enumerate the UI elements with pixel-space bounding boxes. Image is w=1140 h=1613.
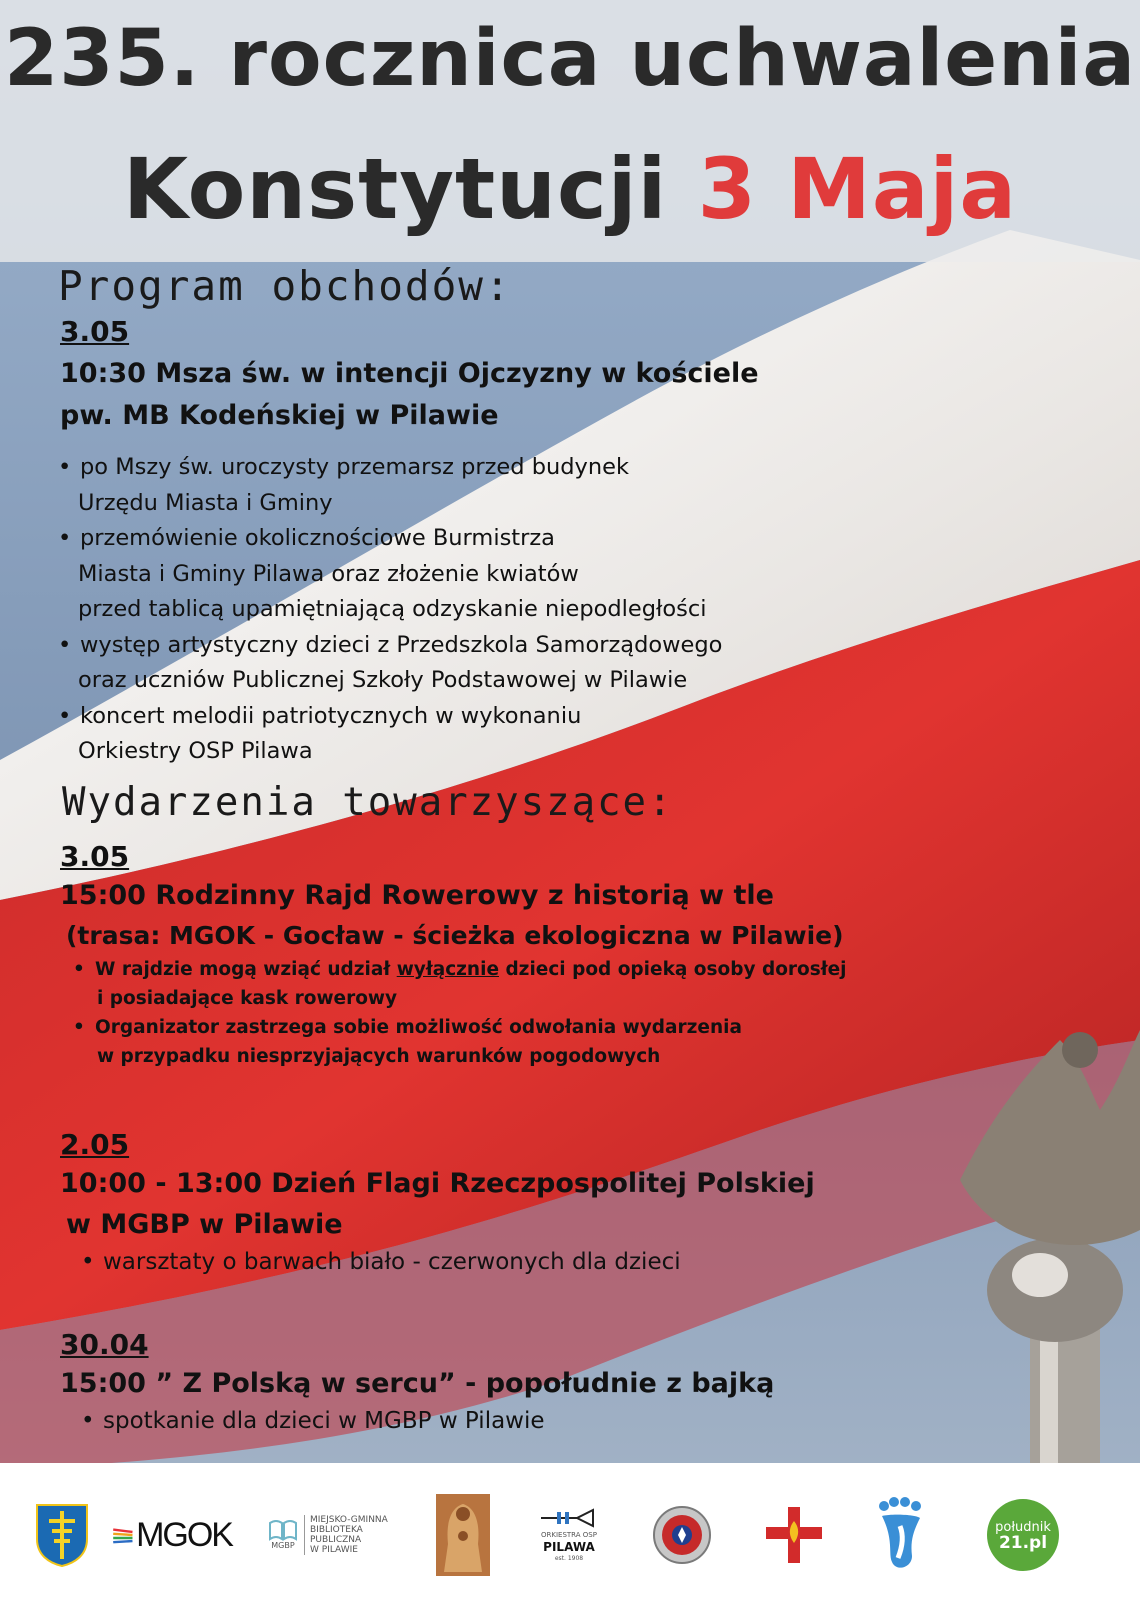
list-item-continuation: Orkiestry OSP Pilawa <box>78 738 313 764</box>
list-item: • Organizator zastrzega sobie możliwość odwołania wydarzenia <box>95 1013 847 1042</box>
scout-cross-icon <box>764 1505 824 1565</box>
mgok-logo <box>112 1480 232 1590</box>
footprint-icon <box>874 1496 928 1574</box>
program-event-line2: pw. MB Kodeńskiej w Pilawie <box>60 400 499 431</box>
program-heading: Program obchodów: <box>58 262 512 310</box>
list-item: • występ artystyczny dzieci z Przedszkola Samorządowego <box>80 628 722 664</box>
program-event-line1: 10:30 Msza św. w intencji Ojczyzny w kościele <box>60 358 759 389</box>
list-item: • koncert melodii patriotycznych w wykonaniu <box>80 699 722 735</box>
library-name: MIEJSKO-GMINNA BIBLIOTEKA PUBLICZNA W PILAWIE <box>304 1515 398 1555</box>
list-item-continuation: Miasta i Gminy Pilawa oraz złożenie kwiatów <box>78 560 579 587</box>
event1-subtitle: (trasa: MGOK - Gocław - ścieżka ekologiczna w Pilawie) <box>66 921 844 950</box>
book-icon <box>268 1519 298 1541</box>
event1-date: 3.05 <box>60 840 130 873</box>
event2-date: 2.05 <box>60 1128 130 1161</box>
list-item: • warsztaty o barwach biało - czerwonych dla dzieci <box>103 1249 681 1275</box>
madonna-icon <box>436 1494 490 1576</box>
list-item-continuation: Urzędu Miasta i Gminy <box>78 489 333 516</box>
list-item: • po Mszy św. uroczysty przemarsz przed budynek <box>80 450 722 486</box>
library-mark: MGBP <box>268 1519 298 1551</box>
mgok-text: MGOK <box>136 1515 232 1554</box>
osp-orchestra-logo: ORKIESTRA OSP PILAWA est. 1908 <box>534 1480 604 1590</box>
list-item-continuation: w przypadku niesprzyjających warunków pogodowych <box>97 1046 661 1067</box>
title-line-1: 235. rocznica uchwalenia <box>3 14 1137 104</box>
event3-bullets <box>103 1408 545 1434</box>
list-item-continuation: przed tablicą upamiętniającą odzyskanie niepodległości <box>78 596 707 622</box>
trumpet-icon <box>537 1506 601 1530</box>
event2-title2: w MGBP w Pilawie <box>66 1209 343 1240</box>
event1-bullets <box>95 955 847 1071</box>
footprint-logo <box>872 1480 930 1590</box>
event1-title: 15:00 Rodzinny Rajd Rowerowy z historią w tle <box>60 880 774 911</box>
poludnik21-logo <box>984 1480 1062 1590</box>
fire-brigade-logo <box>650 1480 714 1590</box>
program-bullets <box>80 450 722 770</box>
coat-of-arms-icon <box>35 1503 89 1567</box>
list-item-continuation: oraz uczniów Publicznej Szkoły Podstawowej w Pilawie <box>78 667 688 693</box>
event2-title: 10:00 - 13:00 Dzień Flagi Rzeczpospolitej Polskiej <box>60 1168 815 1199</box>
title-black-part: Konstytucji <box>122 140 668 238</box>
pilawa-coat-of-arms-logo <box>34 1480 90 1590</box>
library-logo <box>268 1480 398 1590</box>
list-item-continuation: i posiadające kask rowerowy <box>97 988 398 1009</box>
title-red-part: 3 Maja <box>697 140 1018 238</box>
event3-date: 30.04 <box>60 1328 149 1361</box>
events-heading: Wydarzenia towarzyszące: <box>62 780 674 825</box>
event3-title: 15:00 ” Z Polską w sercu” - popołudnie z bajką <box>60 1368 775 1399</box>
mgok-brush-icon <box>112 1520 136 1550</box>
program-date: 3.05 <box>60 315 130 348</box>
event2-bullets <box>103 1249 681 1275</box>
scouts-logo <box>762 1480 826 1590</box>
list-item: • przemówienie okolicznościowe Burmistrza <box>80 521 722 557</box>
fire-brigade-badge-icon <box>652 1505 712 1565</box>
list-item: • W rajdzie mogą wziąć udział wyłącznie dzieci pod opieką osoby dorosłej <box>95 955 847 984</box>
list-item: • spotkanie dla dzieci w MGBP w Pilawie <box>103 1408 545 1434</box>
poludnik21-circle: południk 21.pl <box>987 1499 1059 1571</box>
title-line-2 <box>0 140 1140 238</box>
parish-icon-logo <box>434 1480 492 1590</box>
